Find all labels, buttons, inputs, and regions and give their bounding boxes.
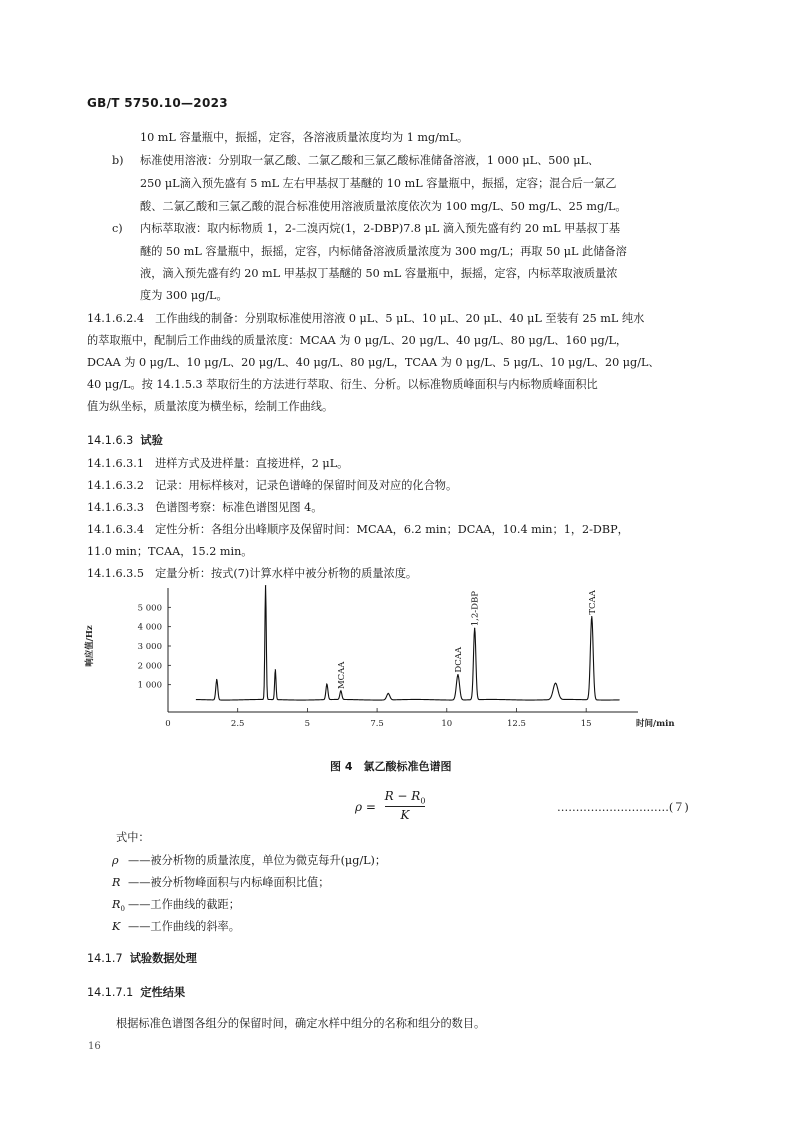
peak-apex bbox=[457, 674, 458, 675]
item-c-line4: 度为 300 μg/L。 bbox=[140, 289, 228, 302]
def-rho bbox=[112, 853, 386, 869]
x-axis-label: 时间/min bbox=[636, 719, 675, 729]
x-tick-label: 15 bbox=[580, 719, 592, 729]
para-14-1-6-3-5: 14.1.6.3.5 定量分析：按式(7)计算水样中被分析物的质量浓度。 bbox=[87, 567, 418, 580]
y-tick-label: 1 000 bbox=[137, 680, 162, 691]
peak-label: 1,2-DBP bbox=[470, 591, 481, 627]
peak-apex bbox=[275, 669, 276, 670]
x-tick-label: 12.5 bbox=[507, 719, 526, 729]
peak-apex bbox=[326, 684, 327, 685]
x-tick-label: 0 bbox=[165, 719, 171, 729]
item-b-line2: 250 μL滴入预先盛有 5 mL 左右甲基叔丁基醚的 10 mL 容量瓶中，振摇，定容；混合后一氯乙 bbox=[140, 177, 617, 190]
section-14-1-7-heading bbox=[87, 950, 197, 966]
para-14-1-6-2-4-line5: 值为纵坐标，质量浓度为横坐标，绘制工作曲线。 bbox=[87, 400, 334, 413]
def-rho-symbol: ρ bbox=[112, 854, 119, 867]
x-tick-label: 7.5 bbox=[370, 719, 384, 729]
figure-caption: 图 4 氯乙酸标准色谱图 bbox=[330, 760, 452, 773]
standard-number: GB/T 5750.10—2023 bbox=[87, 96, 228, 110]
section-number: 14.1.6.3 bbox=[87, 434, 134, 447]
section-14-1-7-1-heading bbox=[87, 984, 185, 1000]
peak-apex bbox=[388, 693, 389, 694]
def-R0-text: ——工作曲线的截距； bbox=[128, 898, 240, 911]
para-14-1-6-3-3: 14.1.6.3.3 色谱图考察：标准色谱图见图 4。 bbox=[87, 501, 323, 514]
peak-label: MCAA bbox=[336, 661, 347, 690]
peak-label: DCAA bbox=[453, 647, 464, 673]
peak-label: TCAA bbox=[587, 590, 598, 615]
y-tick-label: 4 000 bbox=[137, 622, 162, 633]
para-14-1-6-2-4-line2: 的萃取瓶中，配制后工作曲线的质量浓度：MCAA 为 0 μg/L、20 μg/L、40 μg/L、80 μg/L、160 μg/L， bbox=[87, 334, 628, 347]
para-14-1-6-2-4-line3: DCAA 为 0 μg/L、10 μg/L、20 μg/L、40 μg/L、80 μg/L，TCAA 为 0 μg/L、5 μg/L、10 μg/L、20 μg/L、 bbox=[87, 356, 660, 369]
y-tick-label: 2 000 bbox=[137, 661, 162, 672]
section-number: 14.1.7.1 bbox=[87, 986, 134, 999]
item-c-label: c) bbox=[112, 222, 123, 235]
chromatogram-trace bbox=[196, 585, 620, 700]
para-14-1-7-1: 根据标准色谱图各组分的保留时间，确定水样中组分的名称和组分的数目。 bbox=[116, 1017, 486, 1030]
def-rho-text: ——被分析物的质量浓度，单位为微克每升(μg/L)； bbox=[128, 854, 387, 867]
item-c-line1: 内标萃取液：取内标物质 1，2-二溴丙烷(1，2-DBP)7.8 μL 滴入预先盛有约 20 mL 甲基叔丁基 bbox=[140, 222, 621, 235]
y-axis-label: 响应值/Hz bbox=[85, 625, 95, 667]
def-R bbox=[112, 875, 329, 891]
para-14-1-6-3-1: 14.1.6.3.1 进样方式及进样量：直接进样，2 μL。 bbox=[87, 457, 349, 470]
def-R0-symbol: R bbox=[112, 898, 121, 911]
section-title: 试验数据处理 bbox=[129, 952, 197, 965]
equation-lhs: ρ = bbox=[355, 800, 376, 814]
def-R-symbol: R bbox=[112, 876, 121, 889]
para-14-1-6-2-4-line4: 40 μg/L。按 14.1.5.3 萃取衍生的方法进行萃取、衍生、分析。以标准物质峰面积与内标物质峰面积比 bbox=[87, 378, 598, 391]
item-b-line1: 标准使用溶液：分别取一氯乙酸、二氯乙酸和三氯乙酸标准储备溶液，1 000 μL、500 μL、 bbox=[140, 154, 600, 167]
section-title: 定性结果 bbox=[140, 986, 186, 999]
equation-number: …………………………(７) bbox=[557, 801, 689, 814]
equation-numerator bbox=[383, 789, 427, 805]
section-title: 试验 bbox=[140, 434, 163, 447]
peak-apex bbox=[591, 616, 592, 617]
fraction-bar bbox=[385, 806, 425, 807]
para-a-cont: 10 mL 容量瓶中，振摇，定容，各溶液质量浓度均为 1 mg/mL。 bbox=[140, 131, 469, 144]
peak-apex bbox=[555, 683, 556, 684]
page-number: 16 bbox=[88, 1041, 101, 1052]
x-tick-label: 5 bbox=[304, 719, 311, 729]
peak-apex bbox=[474, 628, 475, 629]
def-K bbox=[112, 919, 240, 935]
x-tick-label: 10 bbox=[441, 719, 453, 729]
para-14-1-6-3-4-line1: 14.1.6.3.4 定性分析：各组分出峰顺序及保留时间：MCAA，6.2 min；DCAA，10.4 min；1，2-DBP， bbox=[87, 523, 629, 536]
where-label: 式中： bbox=[116, 831, 150, 844]
peak-apex bbox=[340, 690, 341, 691]
y-tick-label: 5 000 bbox=[137, 603, 162, 614]
equation-denominator: K bbox=[400, 808, 410, 822]
def-R-text: ——被分析物峰面积与内标峰面积比值； bbox=[128, 876, 330, 889]
def-R0-symbol-wrap bbox=[112, 897, 128, 917]
equation-num-sub: 0 bbox=[420, 796, 426, 806]
item-c-line2: 醚的 50 mL 容量瓶中，振摇，定容，内标储备溶液质量浓度为 300 mg/L；再取 50 μL 此储备溶 bbox=[140, 245, 627, 258]
para-14-1-6-3-2: 14.1.6.3.2 记录：用标样核对，记录色谱峰的保留时间及对应的化合物。 bbox=[87, 479, 458, 492]
def-R0 bbox=[112, 897, 240, 917]
item-b-label: b) bbox=[112, 154, 124, 167]
def-R0-sub: 0 bbox=[120, 905, 125, 914]
y-tick-label: 3 000 bbox=[137, 642, 162, 652]
equation-num-text: R − R bbox=[384, 789, 421, 803]
para-14-1-6-2-4-line1: 14.1.6.2.4 工作曲线的制备：分别取标准使用溶液 0 μL、5 μL、10 μL、20 μL、40 μL 至装有 25 mL 纯水 bbox=[87, 312, 645, 325]
chromatogram-chart bbox=[80, 582, 700, 742]
peak-apex bbox=[216, 679, 217, 680]
item-c-line3: 液，滴入预先盛有约 20 mL 甲基叔丁基醚的 50 mL 容量瓶中，振摇，定容，内标萃取液质量浓 bbox=[140, 267, 618, 280]
def-K-text: ——工作曲线的斜率。 bbox=[128, 920, 240, 933]
item-b-line3: 酸、二氯乙酸和三氯乙酸的混合标准使用溶液质量浓度依次为 100 mg/L、50 mg/L、25 mg/L。 bbox=[140, 200, 627, 213]
peak-apex bbox=[265, 585, 266, 586]
x-tick-label: 2.5 bbox=[230, 719, 245, 729]
section-14-1-6-3-heading bbox=[87, 432, 163, 448]
section-number: 14.1.7 bbox=[87, 952, 123, 965]
para-14-1-6-3-4-line2: 11.0 min；TCAA，15.2 min。 bbox=[87, 545, 253, 558]
def-K-symbol: K bbox=[112, 920, 121, 933]
